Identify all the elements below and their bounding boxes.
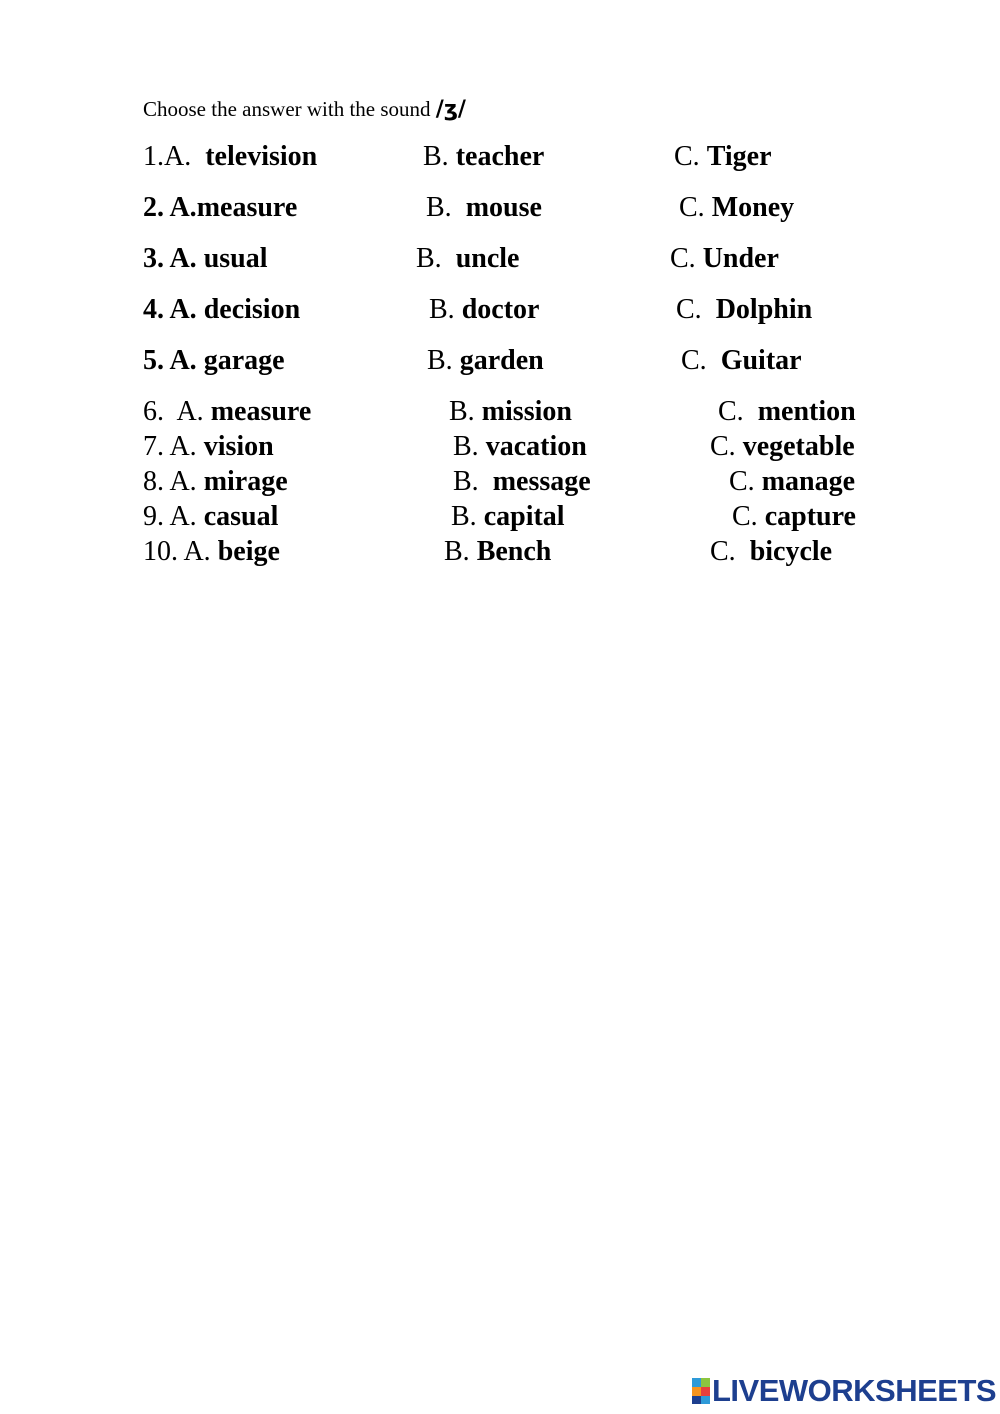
option-c-word: capture: [764, 501, 856, 532]
logo-text: LIVEWORKSHEETS: [712, 1373, 997, 1408]
option-c-label: C.: [681, 345, 707, 376]
option-b: [423, 140, 544, 174]
option-c: [710, 535, 832, 569]
option-a-label: 10. A.: [143, 536, 211, 567]
option-c: [676, 293, 812, 327]
option-c-label: C.: [676, 294, 702, 325]
option-a: [143, 430, 274, 464]
option-a-word: mirage: [203, 466, 288, 497]
option-c: [710, 430, 855, 464]
option-a: [143, 293, 300, 327]
option-b-label: B.: [451, 501, 477, 532]
option-b: [449, 395, 572, 429]
option-a-word: vision: [203, 431, 274, 462]
option-b-label: B.: [427, 345, 453, 376]
question-row-4: [0, 293, 1000, 327]
option-c-word: manage: [761, 466, 856, 497]
option-a: [143, 140, 317, 174]
option-c: [681, 344, 802, 378]
option-a-label: 6. A.: [143, 396, 204, 427]
question-row-6: [0, 395, 1000, 429]
phonetic-symbol: /ʒ/: [435, 97, 466, 122]
option-c-label: C.: [710, 536, 736, 567]
option-b-word: mission: [481, 396, 572, 427]
option-b-label: B.: [449, 396, 475, 427]
option-b-label: B.: [423, 141, 449, 172]
option-b-label: B.: [426, 192, 452, 223]
option-c-word: Money: [711, 192, 795, 223]
question-row-9: [0, 500, 1000, 534]
option-a: [143, 465, 288, 499]
option-a: [143, 191, 297, 225]
option-a-label: 4. A.: [143, 294, 197, 325]
option-b: [444, 535, 551, 569]
option-c-label: C.: [729, 466, 755, 497]
option-c: [729, 465, 855, 499]
option-b: [429, 293, 539, 327]
question-row-5: [0, 344, 1000, 378]
option-b: [453, 465, 591, 499]
option-b: [451, 500, 565, 534]
option-c-label: C.: [710, 431, 736, 462]
option-b-label: B.: [453, 466, 479, 497]
option-a: [143, 500, 278, 534]
question-row-8: [0, 465, 1000, 499]
option-a-word: beige: [217, 536, 280, 567]
option-a-word: measure: [196, 192, 298, 223]
option-c-word: mention: [757, 396, 856, 427]
instruction-label: Choose the answer with the sound: [143, 97, 436, 121]
option-b-label: B.: [416, 243, 442, 274]
option-b-label: B.: [429, 294, 455, 325]
option-b-word: Bench: [476, 536, 552, 567]
option-a: [143, 535, 280, 569]
option-c-word: Under: [702, 243, 779, 274]
liveworksheets-logo-icon: [692, 1378, 710, 1404]
option-a-word: garage: [203, 345, 285, 376]
option-b-label: B.: [444, 536, 470, 567]
liveworksheets-logo[interactable]: [692, 1374, 996, 1408]
option-a-label: 7. A.: [143, 431, 197, 462]
option-a-word: decision: [203, 294, 301, 325]
option-b-word: vacation: [485, 431, 587, 462]
option-c-word: Tiger: [706, 141, 772, 172]
question-row-1: [0, 140, 1000, 174]
option-c-word: bicycle: [749, 536, 833, 567]
option-c: [679, 191, 794, 225]
question-row-2: [0, 191, 1000, 225]
option-b-word: message: [492, 466, 591, 497]
option-b-word: garden: [459, 345, 544, 376]
option-c-label: C.: [718, 396, 744, 427]
option-b-word: capital: [483, 501, 565, 532]
question-row-3: [0, 242, 1000, 276]
option-a-word: measure: [210, 396, 312, 427]
instruction-text: [143, 96, 466, 123]
option-b: [416, 242, 519, 276]
option-b-word: doctor: [461, 294, 540, 325]
option-a-label: 1.A.: [143, 141, 192, 172]
question-row-7: [0, 430, 1000, 464]
option-a-label: 3. A.: [143, 243, 197, 274]
option-b: [427, 344, 544, 378]
option-a-word: casual: [203, 501, 279, 532]
option-a-label: 8. A.: [143, 466, 197, 497]
option-c-label: C.: [732, 501, 758, 532]
option-a: [143, 395, 311, 429]
option-c-label: C.: [674, 141, 700, 172]
option-c: [718, 395, 856, 429]
option-a-word: usual: [203, 243, 268, 274]
option-c-word: vegetable: [742, 431, 855, 462]
question-row-10: [0, 535, 1000, 569]
option-c-word: Guitar: [720, 345, 802, 376]
option-a: [143, 242, 268, 276]
option-a-label: 5. A.: [143, 345, 197, 376]
option-b-word: uncle: [455, 243, 520, 274]
option-c: [674, 140, 772, 174]
option-c: [670, 242, 779, 276]
option-a-word: television: [205, 141, 318, 172]
option-b-label: B.: [453, 431, 479, 462]
option-a-label: 9. A.: [143, 501, 197, 532]
option-b-word: mouse: [465, 192, 542, 223]
option-c-label: C.: [679, 192, 705, 223]
option-a-label: 2. A.: [143, 192, 197, 223]
option-a: [143, 344, 285, 378]
option-b: [426, 191, 542, 225]
option-b-word: teacher: [455, 141, 545, 172]
option-b: [453, 430, 587, 464]
option-c-word: Dolphin: [715, 294, 813, 325]
option-c-label: C.: [670, 243, 696, 274]
option-c: [732, 500, 856, 534]
